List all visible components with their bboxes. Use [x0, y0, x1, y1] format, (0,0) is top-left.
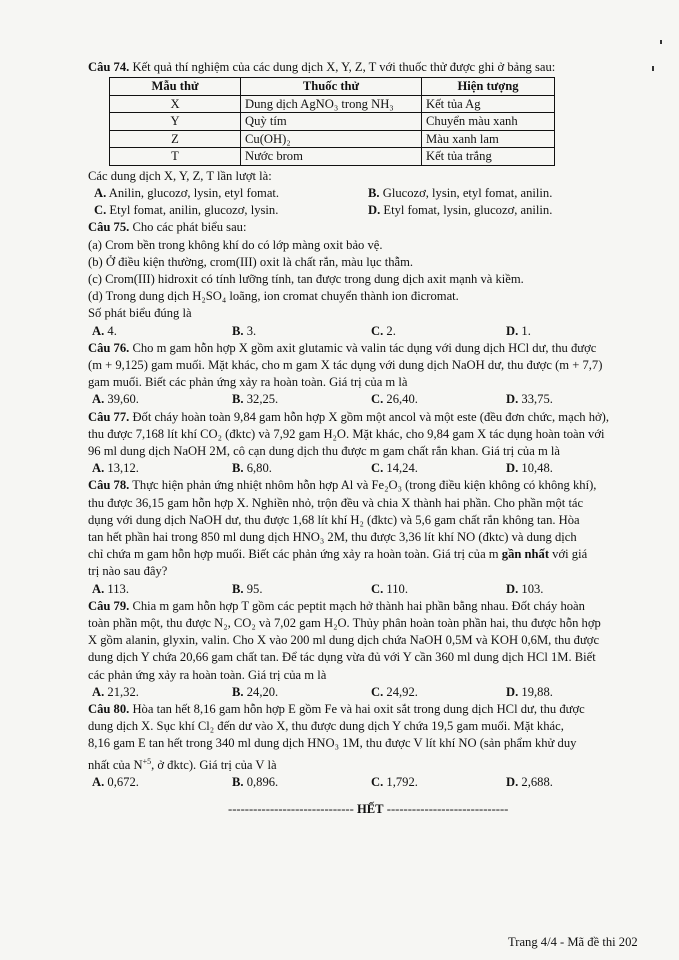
- question-text: thu được 7,168 lít khí CO₂ (đktc) và 7,92 gam H₂O. Mặt khác, cho 9,84 gam X tác dụng hoàn toàn với: [88, 426, 605, 441]
- option-d: 19,88.: [521, 684, 553, 699]
- question-76: [88, 340, 628, 409]
- scan-mark: [660, 40, 662, 44]
- option-label: A.: [92, 775, 105, 789]
- option-b: 6,80.: [246, 461, 272, 476]
- statement-b: (b) Ở điều kiện thường, crom(III) oxit là chất rắn, màu lục thẫm.: [88, 254, 414, 269]
- option-label: A.: [92, 684, 105, 699]
- option-a: 4.: [107, 323, 117, 338]
- option-c: 14,24.: [386, 461, 418, 476]
- table-cell: Dung dịch AgNO₃ trong NH₃: [241, 95, 422, 113]
- option-label: D.: [506, 581, 519, 596]
- option-row: [88, 185, 628, 202]
- option-c: 24,92.: [386, 684, 418, 699]
- table-cell: Cu(OH)₂: [241, 130, 422, 148]
- oxidation-state: +5: [142, 756, 152, 766]
- option-label: B.: [368, 185, 380, 200]
- question-77: [88, 409, 628, 478]
- table-header: Mẫu thử: [110, 78, 241, 96]
- table-row: [110, 148, 555, 166]
- option-b: 3.: [246, 323, 257, 338]
- scan-mark: [652, 66, 654, 71]
- question-text: tan hết phần hai trong 850 ml dung dịch HNO₃ 2M, thu được 3,36 lít khí NO (đktc) và dung dịch: [88, 529, 577, 544]
- question-title: Câu 77.: [88, 409, 130, 424]
- question-text: nhất của N: [88, 757, 143, 772]
- option-d: Etyl fomat, lysin, glucozơ, anilin.: [383, 203, 553, 218]
- question-79: [88, 598, 628, 701]
- question-title: Câu 80.: [88, 702, 130, 716]
- option-d: 1.: [521, 323, 531, 338]
- option-d: 103.: [521, 581, 544, 596]
- table-row: [110, 113, 555, 131]
- end-word: HẾT: [356, 802, 384, 817]
- question-text: (m + 9,125) gam muối. Mặt khác, cho m gam X tác dụng với dung dịch NaOH dư, thu được (m + 7,7): [88, 357, 603, 372]
- table-header: Thuốc thử: [241, 78, 422, 96]
- option-label: C.: [371, 775, 384, 789]
- question-text: dụng với dung dịch NaOH dư, thu được 1,68 lít khí H₂ (đktc) và 5,6 gam chất rắn không tan. Hòa: [88, 512, 580, 527]
- option-label: C.: [94, 203, 107, 218]
- option-label: D.: [368, 203, 381, 218]
- question-title: Câu 76.: [88, 340, 130, 355]
- table-cell: Kết tủa trắng: [422, 148, 555, 166]
- question-text: trị nào sau đây?: [88, 564, 168, 579]
- option-b: 24,20.: [246, 684, 279, 699]
- option-row: [88, 581, 628, 598]
- question-title: Câu 75.: [88, 220, 130, 235]
- option-c: 110.: [386, 581, 408, 596]
- option-label: C.: [371, 461, 384, 476]
- question-75: [88, 219, 628, 339]
- option-label: B.: [232, 581, 244, 596]
- question-text: Cho các phát biểu sau:: [132, 220, 247, 235]
- option-label: B.: [232, 323, 244, 338]
- table-cell: Z: [110, 130, 241, 148]
- option-c: 26,40.: [386, 392, 418, 407]
- option-c: 1,792.: [386, 775, 418, 789]
- option-label: C.: [371, 581, 384, 596]
- option-a: 113.: [107, 581, 129, 596]
- option-label: D.: [506, 392, 519, 407]
- question-text: , ở đktc). Giá trị của V là: [151, 757, 277, 772]
- option-label: C.: [371, 392, 384, 407]
- table-header-row: [110, 78, 555, 96]
- option-label: B.: [232, 392, 244, 407]
- option-a: 39,60.: [107, 392, 139, 407]
- statement-a: (a) Crom bền trong không khí do có lớp màng oxit bảo vệ.: [88, 237, 383, 252]
- table-cell: Y: [110, 113, 241, 131]
- question-text: Kết quả thí nghiệm của các dung dịch X, Y, Z, T với thuốc thử được ghi ở bảng sau:: [132, 60, 556, 74]
- option-row: [88, 323, 628, 340]
- option-label: D.: [506, 461, 519, 476]
- option-row: [88, 202, 628, 219]
- table-row: [110, 95, 555, 113]
- question-text: Cho m gam hỗn hợp X gồm axit glutamic và valin tác dụng với dung dịch HCl dư, thu được: [132, 340, 597, 355]
- option-label: B.: [232, 461, 244, 476]
- option-label: A.: [92, 461, 105, 476]
- option-label: A.: [94, 185, 107, 200]
- emphasis-text: gần nhất: [501, 547, 550, 562]
- question-74: [88, 59, 628, 219]
- question-text: Hòa tan hết 8,16 gam hỗn hợp E gồm Fe và hai oxit sắt trong dung dịch HCl dư, thu được: [132, 702, 585, 716]
- option-b: 95.: [246, 581, 263, 596]
- statement-d: (d) Trong dung dịch H₂SO₄ loãng, ion cromat chuyển thành ion đicromat.: [88, 289, 459, 304]
- table-row: [110, 130, 555, 148]
- option-label: A.: [92, 323, 105, 338]
- option-a: 21,32.: [107, 684, 139, 699]
- option-label: A.: [92, 581, 105, 596]
- option-a: 13,12.: [107, 461, 139, 476]
- question-text: Đốt cháy hoàn toàn 9,84 gam hỗn hợp X gồm một ancol và một este (đều đơn chức, mạch hở),: [132, 409, 610, 424]
- table-cell: T: [110, 148, 241, 166]
- option-b: 0,896.: [246, 775, 279, 789]
- question-text: các phản ứng xảy ra hoàn toàn. Giá trị của m là: [88, 667, 327, 682]
- option-row: [88, 391, 628, 408]
- option-row: [88, 460, 628, 477]
- question-text: 8,16 gam E tan hết trong 340 ml dung dịch HNO₃ 1M, thu được V lít khí NO (sản phẩm khử duy: [88, 736, 577, 751]
- table-header: Hiện tượng: [422, 78, 555, 96]
- question-text: toàn phần một, thu được N₂, CO₂ và 7,02 gam H₂O. Thủy phân hoàn toàn phần hai, thu được hỗn hợp: [88, 615, 601, 630]
- table-cell: Nước brom: [241, 148, 422, 166]
- option-d: 10,48.: [521, 461, 553, 476]
- question-text: với giá: [552, 547, 588, 562]
- question-text: Số phát biểu đúng là: [88, 306, 192, 321]
- option-a: Anilin, glucozơ, lysin, etyl fomat.: [108, 185, 280, 200]
- option-label: A.: [92, 392, 105, 407]
- option-row: [88, 684, 628, 701]
- question-title: Câu 78.: [88, 478, 130, 493]
- table-cell: Kết tủa Ag: [422, 95, 555, 113]
- question-80: [88, 701, 628, 791]
- statement-c: (c) Crom(III) hidroxit có tính lưỡng tính, tan được trong dung dịch axit mạnh và kiềm.: [88, 271, 524, 286]
- page-footer: Trang 4/4 - Mã đề thi 202: [508, 935, 638, 949]
- option-b: 32,25.: [246, 392, 279, 407]
- table-cell: X: [110, 95, 241, 113]
- results-table: [109, 77, 555, 166]
- option-label: B.: [232, 775, 244, 789]
- option-c: 2.: [386, 323, 396, 338]
- end-marker: [88, 801, 628, 818]
- question-text: X gồm alanin, glyxin, valin. Cho X vào 200 ml dung dịch chứa NaOH 0,5M và KOH 0,6M, thu được: [88, 633, 600, 648]
- exam-content: [88, 59, 628, 818]
- option-label: D.: [506, 323, 519, 338]
- question-text: Chia m gam hỗn hợp T gồm các peptit mạch hở thành hai phần bằng nhau. Đốt cháy hoàn: [132, 598, 585, 613]
- table-cell: Quỳ tím: [241, 113, 422, 131]
- option-label: C.: [371, 323, 384, 338]
- question-text: chỉ chứa m gam hỗn hợp muối. Biết các phản ứng xảy ra hoàn toàn. Giá trị của m: [88, 547, 499, 562]
- end-dashes: ------------------------------: [228, 802, 354, 817]
- end-dashes: -----------------------------: [386, 802, 509, 817]
- question-text: 96 ml dung dịch NaOH 2M, cô cạn dung dịch thu được m gam chất rắn khan. Giá trị của m là: [88, 443, 560, 458]
- question-text: Các dung dịch X, Y, Z, T lần lượt là:: [88, 168, 272, 183]
- question-text: dung dịch X. Sục khí Cl₂ đến dư vào X, thu được dung dịch Y chứa 19,5 gam muối. Mặt khác,: [88, 719, 564, 734]
- option-label: B.: [232, 684, 244, 699]
- table-cell: Màu xanh lam: [422, 130, 555, 148]
- option-d: 2,688.: [521, 775, 553, 789]
- option-b: Glucozơ, lysin, etyl fomat, anilin.: [382, 185, 553, 200]
- option-c: Etyl fomat, anilin, glucozơ, lysin.: [109, 203, 279, 218]
- question-text: gam muối. Biết các phản ứng xảy ra hoàn toàn. Giá trị của m là: [88, 375, 408, 390]
- option-d: 33,75.: [521, 392, 553, 407]
- option-label: C.: [371, 684, 384, 699]
- option-label: D.: [506, 775, 519, 789]
- option-label: D.: [506, 684, 519, 699]
- question-text: dung dịch Y chứa 20,66 gam chất tan. Để tác dụng vừa đủ với Y cần 360 ml dung dịch HCl 1M. Biết: [88, 650, 596, 665]
- option-a: 0,672.: [107, 775, 139, 789]
- option-row: [88, 774, 628, 791]
- question-text: Thực hiện phản ứng nhiệt nhôm hỗn hợp Al và Fe₂O₃ (trong điều kiện không có không khí),: [132, 478, 597, 493]
- question-text: thu được 36,15 gam hỗn hợp X. Nghiền nhỏ, trộn đều và chia X thành hai phần. Cho phần một tác: [88, 495, 584, 510]
- question-title: Câu 79.: [88, 598, 130, 613]
- question-78: [88, 477, 628, 597]
- table-cell: Chuyển màu xanh: [422, 113, 555, 131]
- question-title: Câu 74.: [88, 60, 130, 74]
